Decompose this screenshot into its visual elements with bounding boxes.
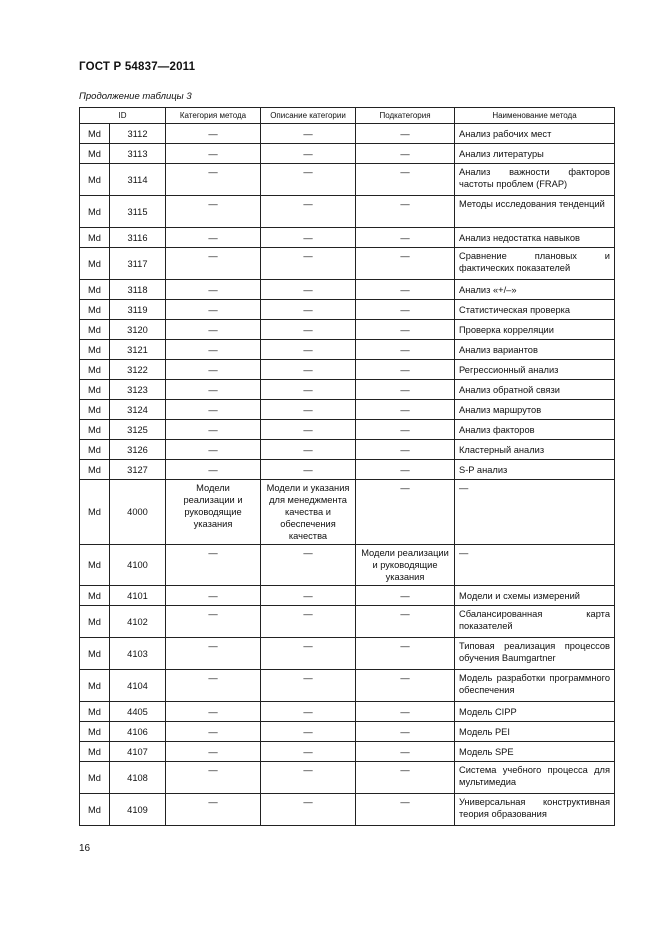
cell-subcategory: — bbox=[356, 360, 455, 380]
col-header-id: ID bbox=[80, 108, 166, 124]
col-header-description: Описание категории bbox=[261, 108, 356, 124]
table-row bbox=[80, 545, 615, 586]
cell-id: 4104 bbox=[110, 670, 166, 702]
cell-subcategory: — bbox=[356, 702, 455, 722]
cell-prefix: Md bbox=[80, 248, 110, 280]
cell-description: — bbox=[261, 340, 356, 360]
table-row bbox=[80, 340, 615, 360]
table-body bbox=[80, 124, 615, 826]
cell-prefix: Md bbox=[80, 124, 110, 144]
cell-method-name: Модель CIPP bbox=[455, 702, 615, 722]
col-header-category: Категория метода bbox=[166, 108, 261, 124]
cell-category: — bbox=[166, 228, 261, 248]
cell-method-name: Анализ литературы bbox=[455, 144, 615, 164]
cell-category: — bbox=[166, 670, 261, 702]
cell-subcategory: — bbox=[356, 440, 455, 460]
cell-method-name: Модель разработки программного обеспечения bbox=[455, 670, 615, 702]
cell-method-name: Модель SPE bbox=[455, 742, 615, 762]
table-row bbox=[80, 794, 615, 826]
cell-category: — bbox=[166, 794, 261, 826]
cell-id: 4109 bbox=[110, 794, 166, 826]
cell-subcategory: — bbox=[356, 228, 455, 248]
cell-description: — bbox=[261, 280, 356, 300]
table-row bbox=[80, 196, 615, 228]
cell-subcategory: — bbox=[356, 320, 455, 340]
table-row bbox=[80, 400, 615, 420]
standard-code: ГОСТ Р 54837—2011 bbox=[79, 61, 196, 73]
cell-description: — bbox=[261, 360, 356, 380]
cell-method-name: Анализ факторов bbox=[455, 420, 615, 440]
cell-description: — bbox=[261, 545, 356, 586]
cell-id: 3123 bbox=[110, 380, 166, 400]
cell-category: — bbox=[166, 124, 261, 144]
cell-prefix: Md bbox=[80, 228, 110, 248]
table-row bbox=[80, 248, 615, 280]
cell-subcategory: — bbox=[356, 144, 455, 164]
cell-description: Модели и указания для менеджмента качества и обеспечения качества bbox=[261, 480, 356, 545]
table-header-row bbox=[80, 108, 615, 124]
cell-subcategory: — bbox=[356, 762, 455, 794]
cell-description: — bbox=[261, 586, 356, 606]
cell-method-name: Кластерный анализ bbox=[455, 440, 615, 460]
cell-method-name: S-P анализ bbox=[455, 460, 615, 480]
cell-id: 4107 bbox=[110, 742, 166, 762]
cell-description: — bbox=[261, 124, 356, 144]
cell-category: Модели реализации и руководящие указания bbox=[166, 480, 261, 545]
cell-category: — bbox=[166, 248, 261, 280]
cell-description: — bbox=[261, 400, 356, 420]
table-row bbox=[80, 702, 615, 722]
table-row bbox=[80, 300, 615, 320]
table-row bbox=[80, 144, 615, 164]
cell-category: — bbox=[166, 722, 261, 742]
cell-prefix: Md bbox=[80, 144, 110, 164]
cell-id: 3118 bbox=[110, 280, 166, 300]
cell-subcategory: — bbox=[356, 124, 455, 144]
cell-subcategory: — bbox=[356, 742, 455, 762]
cell-subcategory: Модели реализации и руководящие указания bbox=[356, 545, 455, 586]
cell-prefix: Md bbox=[80, 164, 110, 196]
cell-prefix: Md bbox=[80, 638, 110, 670]
cell-category: — bbox=[166, 400, 261, 420]
cell-category: — bbox=[166, 638, 261, 670]
cell-description: — bbox=[261, 702, 356, 722]
cell-prefix: Md bbox=[80, 280, 110, 300]
cell-method-name: Анализ маршрутов bbox=[455, 400, 615, 420]
cell-description: — bbox=[261, 380, 356, 400]
cell-description: — bbox=[261, 670, 356, 702]
cell-subcategory: — bbox=[356, 280, 455, 300]
cell-subcategory: — bbox=[356, 420, 455, 440]
cell-category: — bbox=[166, 762, 261, 794]
cell-subcategory: — bbox=[356, 400, 455, 420]
cell-method-name: — bbox=[455, 480, 615, 545]
cell-subcategory: — bbox=[356, 480, 455, 545]
table-caption: Продолжение таблицы 3 bbox=[79, 91, 192, 102]
cell-description: — bbox=[261, 420, 356, 440]
table-row bbox=[80, 320, 615, 340]
table-row bbox=[80, 228, 615, 248]
table-row bbox=[80, 380, 615, 400]
cell-prefix: Md bbox=[80, 440, 110, 460]
table-row bbox=[80, 360, 615, 380]
cell-subcategory: — bbox=[356, 606, 455, 638]
table-row bbox=[80, 480, 615, 545]
cell-prefix: Md bbox=[80, 320, 110, 340]
cell-description: — bbox=[261, 722, 356, 742]
table-row bbox=[80, 280, 615, 300]
cell-category: — bbox=[166, 196, 261, 228]
cell-prefix: Md bbox=[80, 380, 110, 400]
cell-prefix: Md bbox=[80, 460, 110, 480]
cell-method-name: Универсальная конструктивная теория образования bbox=[455, 794, 615, 826]
cell-id: 4103 bbox=[110, 638, 166, 670]
cell-id: 4100 bbox=[110, 545, 166, 586]
cell-description: — bbox=[261, 794, 356, 826]
cell-category: — bbox=[166, 606, 261, 638]
cell-prefix: Md bbox=[80, 480, 110, 545]
cell-description: — bbox=[261, 638, 356, 670]
cell-id: 4405 bbox=[110, 702, 166, 722]
cell-method-name: Анализ «+/–» bbox=[455, 280, 615, 300]
cell-category: — bbox=[166, 702, 261, 722]
cell-category: — bbox=[166, 164, 261, 196]
cell-id: 3116 bbox=[110, 228, 166, 248]
col-header-subcategory: Подкатегория bbox=[356, 108, 455, 124]
table-row bbox=[80, 762, 615, 794]
cell-method-name: Анализ рабочих мест bbox=[455, 124, 615, 144]
cell-method-name: Система учебного процесса для мультимедиа bbox=[455, 762, 615, 794]
cell-category: — bbox=[166, 380, 261, 400]
cell-prefix: Md bbox=[80, 400, 110, 420]
cell-prefix: Md bbox=[80, 794, 110, 826]
cell-category: — bbox=[166, 340, 261, 360]
cell-id: 4108 bbox=[110, 762, 166, 794]
cell-description: — bbox=[261, 320, 356, 340]
cell-category: — bbox=[166, 280, 261, 300]
cell-method-name: Анализ важности факторов частоты проблем (FRAP) bbox=[455, 164, 615, 196]
cell-description: — bbox=[261, 742, 356, 762]
cell-prefix: Md bbox=[80, 196, 110, 228]
table-row bbox=[80, 440, 615, 460]
cell-subcategory: — bbox=[356, 670, 455, 702]
cell-category: — bbox=[166, 586, 261, 606]
cell-id: 4101 bbox=[110, 586, 166, 606]
cell-description: — bbox=[261, 606, 356, 638]
cell-prefix: Md bbox=[80, 340, 110, 360]
cell-method-name: — bbox=[455, 545, 615, 586]
cell-description: — bbox=[261, 460, 356, 480]
cell-subcategory: — bbox=[356, 586, 455, 606]
cell-prefix: Md bbox=[80, 586, 110, 606]
cell-id: 3125 bbox=[110, 420, 166, 440]
cell-prefix: Md bbox=[80, 742, 110, 762]
cell-method-name: Типовая реализация процессов обучения Baumgartner bbox=[455, 638, 615, 670]
cell-prefix: Md bbox=[80, 360, 110, 380]
cell-method-name: Статистическая проверка bbox=[455, 300, 615, 320]
cell-id: 3127 bbox=[110, 460, 166, 480]
cell-method-name: Анализ недостатка навыков bbox=[455, 228, 615, 248]
cell-category: — bbox=[166, 144, 261, 164]
cell-description: — bbox=[261, 762, 356, 794]
cell-category: — bbox=[166, 420, 261, 440]
cell-subcategory: — bbox=[356, 460, 455, 480]
cell-prefix: Md bbox=[80, 300, 110, 320]
cell-method-name: Сбалансированная карта показателей bbox=[455, 606, 615, 638]
cell-id: 3126 bbox=[110, 440, 166, 460]
cell-prefix: Md bbox=[80, 670, 110, 702]
table-row bbox=[80, 742, 615, 762]
cell-description: — bbox=[261, 248, 356, 280]
cell-subcategory: — bbox=[356, 248, 455, 280]
cell-subcategory: — bbox=[356, 196, 455, 228]
cell-subcategory: — bbox=[356, 638, 455, 670]
cell-prefix: Md bbox=[80, 762, 110, 794]
cell-method-name: Методы исследования тенденций bbox=[455, 196, 615, 228]
cell-category: — bbox=[166, 320, 261, 340]
cell-method-name: Анализ вариантов bbox=[455, 340, 615, 360]
cell-method-name: Сравнение плановых и фактических показателей bbox=[455, 248, 615, 280]
table-row bbox=[80, 460, 615, 480]
cell-id: 3122 bbox=[110, 360, 166, 380]
cell-category: — bbox=[166, 460, 261, 480]
cell-prefix: Md bbox=[80, 702, 110, 722]
table-row bbox=[80, 586, 615, 606]
cell-method-name: Анализ обратной связи bbox=[455, 380, 615, 400]
cell-id: 4106 bbox=[110, 722, 166, 742]
table-row bbox=[80, 722, 615, 742]
cell-subcategory: — bbox=[356, 794, 455, 826]
cell-category: — bbox=[166, 440, 261, 460]
cell-prefix: Md bbox=[80, 545, 110, 586]
cell-prefix: Md bbox=[80, 606, 110, 638]
cell-id: 3121 bbox=[110, 340, 166, 360]
cell-id: 3115 bbox=[110, 196, 166, 228]
cell-subcategory: — bbox=[356, 722, 455, 742]
cell-id: 3120 bbox=[110, 320, 166, 340]
cell-id: 3112 bbox=[110, 124, 166, 144]
table-row bbox=[80, 638, 615, 670]
cell-id: 3119 bbox=[110, 300, 166, 320]
cell-prefix: Md bbox=[80, 420, 110, 440]
cell-id: 3117 bbox=[110, 248, 166, 280]
cell-description: — bbox=[261, 300, 356, 320]
cell-description: — bbox=[261, 196, 356, 228]
cell-category: — bbox=[166, 300, 261, 320]
cell-subcategory: — bbox=[356, 164, 455, 196]
cell-subcategory: — bbox=[356, 300, 455, 320]
cell-category: — bbox=[166, 360, 261, 380]
cell-description: — bbox=[261, 440, 356, 460]
cell-method-name: Модели и схемы измерений bbox=[455, 586, 615, 606]
cell-description: — bbox=[261, 164, 356, 196]
table-row bbox=[80, 164, 615, 196]
table-row bbox=[80, 606, 615, 638]
cell-description: — bbox=[261, 144, 356, 164]
col-header-method-name: Наименование метода bbox=[455, 108, 615, 124]
cell-description: — bbox=[261, 228, 356, 248]
cell-method-name: Проверка корреляции bbox=[455, 320, 615, 340]
cell-id: 4000 bbox=[110, 480, 166, 545]
table-row bbox=[80, 670, 615, 702]
table-row bbox=[80, 124, 615, 144]
cell-subcategory: — bbox=[356, 340, 455, 360]
cell-subcategory: — bbox=[356, 380, 455, 400]
methods-table bbox=[79, 107, 615, 826]
page-number: 16 bbox=[79, 843, 91, 854]
cell-method-name: Регрессионный анализ bbox=[455, 360, 615, 380]
cell-category: — bbox=[166, 742, 261, 762]
table-row bbox=[80, 420, 615, 440]
cell-id: 3124 bbox=[110, 400, 166, 420]
cell-prefix: Md bbox=[80, 722, 110, 742]
cell-id: 3113 bbox=[110, 144, 166, 164]
cell-category: — bbox=[166, 545, 261, 586]
cell-id: 3114 bbox=[110, 164, 166, 196]
cell-method-name: Модель PEI bbox=[455, 722, 615, 742]
cell-id: 4102 bbox=[110, 606, 166, 638]
